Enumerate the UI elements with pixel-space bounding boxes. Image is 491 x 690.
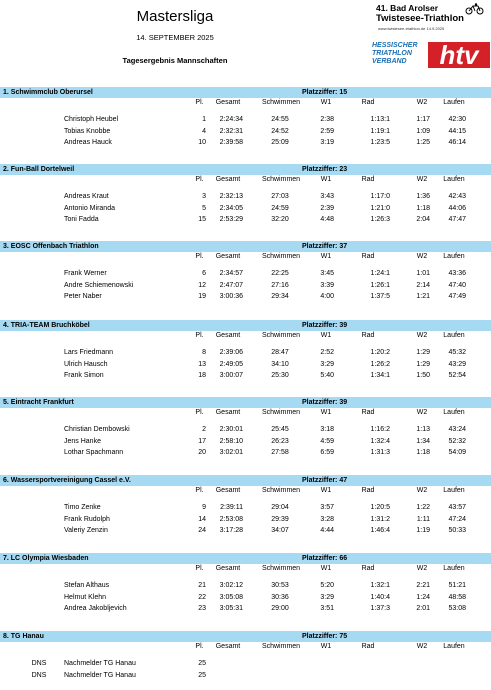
athlete-schwimmen: 27:03 [271,193,289,200]
athlete-w2: 1:36 [416,193,430,200]
column-header-schwimmen: Schwimmen [261,176,301,183]
column-header-w2: W2 [416,409,428,416]
athlete-name: Tobias Knobbe [64,127,111,135]
athlete-schwimmen: 29:39 [271,515,289,523]
column-header-pl: Pl. [195,99,204,106]
athlete-gesamt: 2:39:58 [219,139,243,146]
column-header-laufen: Laufen [443,253,465,260]
athlete-gesamt: 2:39:11 [220,504,243,511]
athlete-w1: 3:19 [320,139,334,146]
athlete-w2: 1:18 [416,204,430,212]
column-header-gesamt: Gesamt [215,99,241,106]
athlete-laufen: 47:49 [448,293,466,300]
column-header-rad: Rad [361,565,375,572]
athlete-row [0,503,491,514]
athlete-row [0,204,491,215]
athlete-gesamt: 3:05:31 [219,605,243,612]
team-name: 4. TRIA-TEAM Bruchköbel [3,321,90,329]
athlete-rad: 1:17:0 [370,193,390,200]
athlete-w1: 3:29 [320,593,334,601]
athlete-row [0,659,491,670]
athlete-row [0,425,491,436]
athlete-laufen: 52:32 [448,437,466,445]
team-platzziffer: Platzziffer: 37 [302,242,348,250]
column-header-rad: Rad [361,487,375,494]
athlete-schwimmen: 27:16 [271,281,289,289]
athlete-pl: 5 [202,204,206,212]
athlete-row [0,215,491,226]
athlete-gesamt: 2:34:05 [219,204,243,212]
team-platzziffer: Platzziffer: 39 [302,321,348,329]
athlete-status: DNS [31,671,47,679]
athlete-laufen: 47:47 [448,216,466,223]
column-header-pl: Pl. [195,253,204,260]
athlete-name: Andre Schiemenowski [64,281,134,289]
athlete-schwimmen: 34:10 [271,360,289,368]
athlete-w1: 4:48 [320,216,334,223]
athlete-w2: 1:01 [416,270,430,277]
athlete-name: Antonio Miranda [64,204,115,212]
athlete-gesamt: 2:32:31 [219,127,243,135]
athlete-gesamt: 2:49:05 [219,360,243,368]
athlete-pl: 18 [198,372,206,379]
athlete-name: Frank Rudolph [64,515,110,523]
athlete-name: Jens Hanke [64,437,101,445]
team-platzziffer: Platzziffer: 15 [302,88,348,96]
athlete-schwimmen: 34:07 [271,527,289,534]
column-header-row [0,331,491,342]
athlete-laufen: 48:58 [448,593,466,601]
athlete-pl: 19 [198,293,206,300]
athlete-pl: 3 [202,193,206,200]
athlete-laufen: 46:14 [448,139,466,146]
athlete-gesamt: 3:05:08 [219,593,243,601]
athlete-gesamt: 2:53:29 [219,216,243,223]
athlete-w2: 1:18 [416,449,430,456]
column-header-laufen: Laufen [443,409,465,416]
team-header [0,320,491,331]
athlete-rad: 1:37:5 [370,293,390,300]
athlete-laufen: 50:33 [448,527,466,534]
athlete-w1: 3:51 [320,605,334,612]
column-header-w1: W1 [320,332,332,339]
athlete-schwimmen: 30:36 [271,593,289,601]
team-header [0,164,491,175]
athlete-rad: 1:23:5 [370,139,390,146]
column-header-laufen: Laufen [443,643,465,650]
athlete-row [0,292,491,303]
column-header-row [0,486,491,497]
athlete-pl: 9 [202,504,206,511]
athlete-w2: 2:14 [416,281,430,289]
athlete-name: Stefan Althaus [64,582,110,589]
athlete-laufen: 47:24 [448,515,466,523]
athlete-name: Frank Simon [64,372,104,379]
athlete-row [0,348,491,359]
column-header-w2: W2 [416,99,428,106]
athlete-w2: 2:04 [416,216,430,223]
team-name: 5. Eintracht Frankfurt [3,398,74,406]
column-header-row [0,642,491,653]
column-header-pl: Pl. [195,332,204,339]
athlete-gesamt: 2:39:06 [219,349,243,356]
column-header-laufen: Laufen [443,487,465,494]
column-header-w2: W2 [416,643,428,650]
team-header [0,397,491,408]
column-header-w2: W2 [416,332,428,339]
athlete-pl: 17 [198,437,206,445]
column-header-schwimmen: Schwimmen [261,409,301,416]
team-header [0,553,491,564]
column-header-w1: W1 [320,643,332,650]
athlete-w1: 2:39 [320,204,334,212]
athlete-name: Lothar Spachmann [64,449,124,456]
athlete-w2: 1:24 [416,593,430,601]
column-header-pl: Pl. [195,643,204,650]
athlete-rad: 1:31:2 [370,515,390,523]
column-header-rad: Rad [361,643,375,650]
column-header-gesamt: Gesamt [215,176,241,183]
athlete-rad: 1:31:3 [370,449,390,456]
athlete-name: Andrea Jakobljevich [64,605,127,612]
athlete-laufen: 43:29 [448,360,466,368]
column-header-pl: Pl. [195,565,204,572]
athlete-w2: 1:29 [416,360,430,368]
column-header-gesamt: Gesamt [215,643,241,650]
athlete-row [0,192,491,203]
team-header [0,475,491,486]
athlete-w1: 3:43 [320,193,334,200]
athlete-pl: 20 [198,449,206,456]
athlete-laufen: 54:09 [448,449,466,456]
athlete-name: Lars Friedmann [64,349,114,356]
athlete-pl: 2 [202,426,206,433]
athlete-rad: 1:21:0 [370,204,390,212]
column-header-schwimmen: Schwimmen [261,332,301,339]
athlete-gesamt: 2:30:01 [219,426,243,433]
column-header-row [0,175,491,186]
athlete-name: Christoph Heubel [64,116,119,123]
event-logo-line2: Twistesee-Triathlon [376,13,464,24]
column-header-w1: W1 [320,253,332,260]
athlete-rad: 1:26:2 [370,360,390,368]
athlete-w2: 1:29 [416,349,430,356]
team-platzziffer: Platzziffer: 75 [302,632,348,640]
athlete-row [0,269,491,280]
column-header-pl: Pl. [195,176,204,183]
athlete-w1: 3:57 [320,504,334,511]
athlete-laufen: 47:40 [448,281,466,289]
athlete-laufen: 44:06 [448,204,466,212]
athlete-laufen: 43:36 [448,270,466,277]
athlete-name: Timo Zenke [64,504,101,511]
athlete-pl: 6 [202,270,206,277]
column-header-laufen: Laufen [443,332,465,339]
athlete-w2: 1:09 [416,127,430,135]
athlete-gesamt: 3:02:12 [219,582,243,589]
athlete-w1: 2:38 [320,116,334,123]
htv-logo-text: HESSISCHER TRIATHLON VERBAND [372,42,418,65]
athlete-laufen: 42:43 [448,193,466,200]
team-platzziffer: Platzziffer: 66 [302,554,348,562]
athlete-rad: 1:32:4 [370,437,390,445]
athlete-row [0,448,491,459]
column-header-w2: W2 [416,253,428,260]
athlete-schwimmen: 24:55 [271,116,289,123]
athlete-status: DNS [31,660,47,667]
athlete-pl: 25 [198,660,206,667]
athlete-pl: 12 [198,281,206,289]
column-header-gesamt: Gesamt [215,409,241,416]
column-header-w2: W2 [416,487,428,494]
athlete-pl: 24 [198,527,206,534]
column-header-rad: Rad [361,253,375,260]
athlete-pl: 8 [202,349,206,356]
athlete-name: Nachmelder TG Hanau [64,660,136,667]
event-logo-line1: 41. Bad Arolser [376,3,439,13]
team-header [0,631,491,642]
athlete-w2: 1:21 [416,293,430,300]
athlete-w1: 3:45 [320,270,334,277]
column-header-w1: W1 [320,565,332,572]
column-header-schwimmen: Schwimmen [261,565,301,572]
athlete-row [0,281,491,292]
column-header-laufen: Laufen [443,565,465,572]
column-header-rad: Rad [361,176,375,183]
column-header-pl: Pl. [195,409,204,416]
column-header-w1: W1 [320,409,332,416]
athlete-pl: 4 [202,127,206,135]
athlete-schwimmen: 25:30 [271,372,289,379]
athlete-pl: 1 [202,116,206,123]
athlete-row [0,515,491,526]
athlete-w2: 1:19 [416,527,430,534]
athlete-name: Valeriy Zenzin [64,527,108,534]
athlete-gesamt: 3:17:28 [219,527,243,534]
athlete-w2: 1:13 [416,426,430,433]
athlete-schwimmen: 29:34 [271,293,289,300]
team-name: 8. TG Hanau [3,632,44,640]
athlete-w1: 2:59 [320,127,334,135]
athlete-rad: 1:37:3 [370,605,390,612]
svg-text:htv: htv [439,40,479,70]
team-name: 7. LC Olympia Wiesbaden [3,554,89,562]
athlete-laufen: 43:24 [448,426,466,433]
athlete-w1: 3:29 [320,360,334,368]
athlete-row [0,437,491,448]
column-header-schwimmen: Schwimmen [261,253,301,260]
column-header-pl: Pl. [195,487,204,494]
athlete-pl: 13 [198,360,206,368]
team-platzziffer: Platzziffer: 39 [302,398,348,406]
athlete-w2: 1:22 [416,504,430,511]
athlete-gesamt: 3:00:36 [219,293,243,300]
athlete-w1: 4:00 [320,293,334,300]
column-header-gesamt: Gesamt [215,565,241,572]
column-header-row [0,408,491,419]
athlete-row [0,593,491,604]
athlete-name: Peter Naber [64,293,102,300]
athlete-gesamt: 2:58:10 [219,437,243,445]
team-platzziffer: Platzziffer: 23 [302,165,348,173]
column-header-rad: Rad [361,409,375,416]
athlete-schwimmen: 29:04 [271,504,289,511]
athlete-w2: 2:21 [416,582,430,589]
athlete-rad: 1:46:4 [370,527,390,534]
athlete-schwimmen: 27:58 [271,449,289,456]
team-platzziffer: Platzziffer: 47 [302,476,348,484]
athlete-laufen: 51:21 [448,582,466,589]
team-name: 2. Fun-Ball Dortelweil [3,165,75,173]
event-logo-line3: www.twistesee-triathlon.de 14.9.2025 [378,26,445,31]
athlete-w1: 4:44 [320,527,334,534]
athlete-laufen: 53:08 [448,605,466,612]
column-header-w2: W2 [416,176,428,183]
athlete-name: Toni Fadda [64,216,99,223]
athlete-row [0,371,491,382]
column-header-row [0,564,491,575]
athlete-row [0,581,491,592]
athlete-rad: 1:26:1 [370,281,390,289]
page-subtitle: Tagesergebnis Mannschaften [122,56,228,65]
athlete-schwimmen: 25:45 [271,426,289,433]
htv-logo [372,42,490,74]
page-title: Mastersliga [136,8,214,25]
athlete-gesamt: 2:47:07 [219,281,243,289]
athlete-schwimmen: 29:00 [271,605,289,612]
athlete-w1: 5:40 [320,372,334,379]
cyclist-icon [465,3,485,15]
team-header [0,241,491,252]
column-header-w2: W2 [416,565,428,572]
column-header-rad: Rad [361,99,375,106]
athlete-rad: 1:19:1 [370,127,390,135]
athlete-w2: 1:25 [416,139,430,146]
column-header-row [0,252,491,263]
athlete-w2: 2:01 [416,605,430,612]
athlete-row [0,138,491,149]
athlete-rad: 1:32:1 [370,582,390,589]
athlete-row [0,526,491,537]
event-date: 14. SEPTEMBER 2025 [136,33,214,42]
athlete-rad: 1:40:4 [370,593,390,601]
athlete-w1: 3:28 [320,515,334,523]
athlete-row [0,115,491,126]
athlete-rad: 1:24:1 [370,270,390,277]
athlete-schwimmen: 25:09 [271,139,289,146]
athlete-row [0,671,491,682]
athlete-row [0,604,491,615]
athlete-name: Andreas Hauck [64,139,112,146]
team-header [0,87,491,98]
athlete-rad: 1:20:2 [370,349,390,356]
athlete-gesamt: 3:00:07 [219,372,243,379]
athlete-w2: 1:50 [416,372,430,379]
column-header-laufen: Laufen [443,99,465,106]
athlete-pl: 22 [198,593,206,601]
athlete-w1: 3:18 [320,426,334,433]
athlete-gesamt: 2:24:34 [219,116,243,123]
column-header-row [0,98,491,109]
column-header-gesamt: Gesamt [215,487,241,494]
htv-logo-mark [428,38,490,72]
column-header-schwimmen: Schwimmen [261,487,301,494]
column-header-laufen: Laufen [443,176,465,183]
athlete-gesamt: 2:53:08 [219,515,243,523]
athlete-rad: 1:20:5 [370,504,390,511]
athlete-schwimmen: 28:47 [271,349,289,356]
athlete-name: Ulrich Hausch [64,360,108,368]
athlete-pl: 23 [198,605,206,612]
athlete-rad: 1:34:1 [370,372,390,379]
athlete-name: Nachmelder TG Hanau [64,671,136,679]
column-header-w1: W1 [320,487,332,494]
athlete-gesamt: 2:34:57 [219,270,243,277]
athlete-rad: 1:13:1 [370,116,390,123]
athlete-w2: 1:17 [416,116,430,123]
athlete-gesamt: 3:02:01 [219,449,243,456]
column-header-schwimmen: Schwimmen [261,643,301,650]
athlete-w1: 2:52 [320,349,334,356]
athlete-name: Christian Dembowski [64,426,130,433]
athlete-laufen: 45:32 [448,349,466,356]
athlete-w1: 6:59 [320,449,334,456]
team-name: 1. Schwimmclub Oberursel [3,88,93,96]
athlete-rad: 1:26:3 [370,216,390,223]
athlete-pl: 21 [198,582,206,589]
athlete-w1: 3:39 [320,281,334,289]
athlete-pl: 15 [198,216,206,223]
column-header-w1: W1 [320,176,332,183]
athlete-w1: 4:59 [320,437,334,445]
column-header-w1: W1 [320,99,332,106]
athlete-laufen: 42:30 [448,116,466,123]
athlete-laufen: 43:57 [448,504,466,511]
athlete-name: Helmut Klehn [64,593,107,601]
athlete-row [0,360,491,371]
event-logo [368,2,490,36]
athlete-pl: 10 [198,139,206,146]
athlete-w2: 1:11 [416,515,430,523]
column-header-schwimmen: Schwimmen [261,99,301,106]
athlete-row [0,127,491,138]
athlete-schwimmen: 24:59 [271,204,289,212]
column-header-rad: Rad [361,332,375,339]
athlete-schwimmen: 24:52 [271,127,289,135]
athlete-schwimmen: 32:20 [271,216,289,223]
athlete-laufen: 44:15 [448,127,466,135]
column-header-gesamt: Gesamt [215,332,241,339]
athlete-w1: 5:20 [320,582,334,589]
athlete-schwimmen: 26:23 [271,437,289,445]
column-header-gesamt: Gesamt [215,253,241,260]
athlete-rad: 1:16:2 [370,426,390,433]
athlete-w2: 1:34 [416,437,430,445]
athlete-gesamt: 2:32:13 [219,193,243,200]
athlete-pl: 14 [198,515,206,523]
athlete-name: Frank Werner [64,270,107,277]
team-name: 6. Wassersportvereinigung Cassel e.V. [3,476,131,484]
athlete-name: Andreas Kraut [64,193,109,200]
athlete-laufen: 52:54 [448,372,466,379]
athlete-schwimmen: 22:25 [271,270,289,277]
athlete-schwimmen: 30:53 [271,582,289,589]
team-name: 3. EOSC Offenbach Triathlon [3,242,99,250]
athlete-pl: 25 [198,671,206,679]
